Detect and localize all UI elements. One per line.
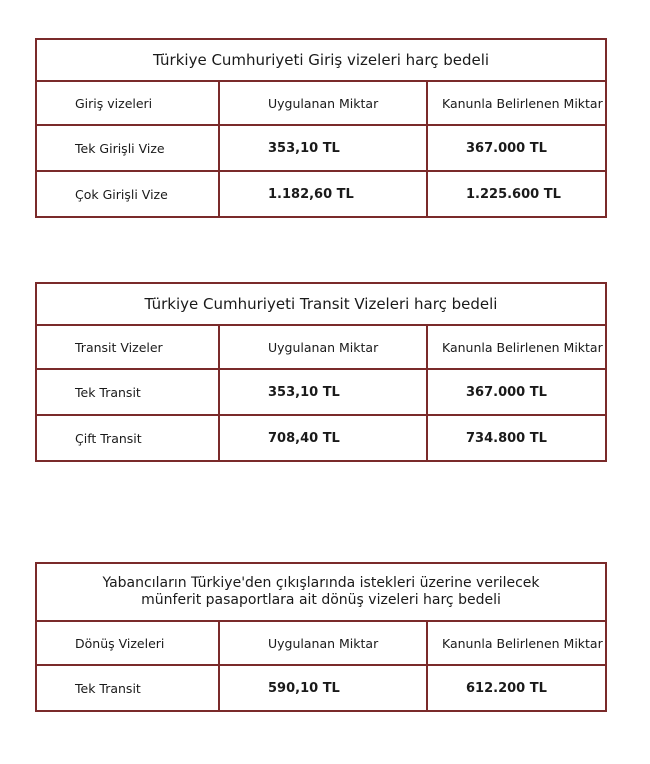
- table-title: [37, 564, 605, 622]
- table-header-row: [37, 82, 605, 126]
- table-header-row: [37, 622, 605, 666]
- visa-type-cell: Çok Girişli Vize: [37, 172, 220, 216]
- header-applied-amount: Uygulanan Miktar: [220, 622, 428, 664]
- table-title: [37, 284, 605, 326]
- header-applied-amount: Uygulanan Miktar: [220, 326, 428, 368]
- header-legal-amount: Kanunla Belirlenen Miktar: [442, 339, 603, 355]
- header-category: Dönüş Vizeleri: [37, 622, 220, 664]
- legal-amount-cell: 612.200 TL: [466, 680, 547, 696]
- legal-amount-cell: 367.000 TL: [466, 384, 547, 400]
- visa-type-cell: Tek Transit: [37, 370, 220, 414]
- table-row: [37, 666, 605, 710]
- header-legal-amount: Kanunla Belirlenen Miktar: [442, 95, 603, 111]
- visa-type-cell: Tek Girişli Vize: [37, 126, 220, 170]
- table-row: [37, 126, 605, 172]
- applied-amount-cell: 708,40 TL: [220, 416, 428, 460]
- header-category: Giriş vizeleri: [37, 82, 220, 124]
- table-title-line-1: Yabancıların Türkiye'den çıkışlarında istekleri üzerine verilecek: [102, 575, 540, 591]
- table-row: [37, 370, 605, 416]
- applied-amount-cell: 1.182,60 TL: [220, 172, 428, 216]
- table-title-text: Türkiye Cumhuriyeti Transit Vizeleri harç bedeli: [144, 295, 498, 313]
- transit-visa-fee-table: [35, 282, 607, 462]
- legal-amount-cell: 367.000 TL: [466, 140, 547, 156]
- header-category: Transit Vizeler: [37, 326, 220, 368]
- table-row: [37, 172, 605, 216]
- table-header-row: [37, 326, 605, 370]
- table-title-line-2: münferit pasaportlara ait dönüş vizeleri harç bedeli: [141, 592, 501, 608]
- applied-amount-cell: 353,10 TL: [220, 126, 428, 170]
- applied-amount-cell: 353,10 TL: [220, 370, 428, 414]
- header-legal-amount: Kanunla Belirlenen Miktar: [442, 635, 603, 651]
- table-title-text: Türkiye Cumhuriyeti Giriş vizeleri harç bedeli: [152, 51, 490, 69]
- applied-amount-cell: 590,10 TL: [220, 666, 428, 710]
- table-row: [37, 416, 605, 460]
- legal-amount-cell: 1.225.600 TL: [466, 186, 561, 202]
- header-applied-amount: Uygulanan Miktar: [220, 82, 428, 124]
- legal-amount-cell: 734.800 TL: [466, 430, 547, 446]
- table-title: [37, 40, 605, 82]
- return-visa-fee-table: [35, 562, 607, 712]
- entry-visa-fee-table: [35, 38, 607, 218]
- visa-type-cell: Çift Transit: [37, 416, 220, 460]
- visa-type-cell: Tek Transit: [37, 666, 220, 710]
